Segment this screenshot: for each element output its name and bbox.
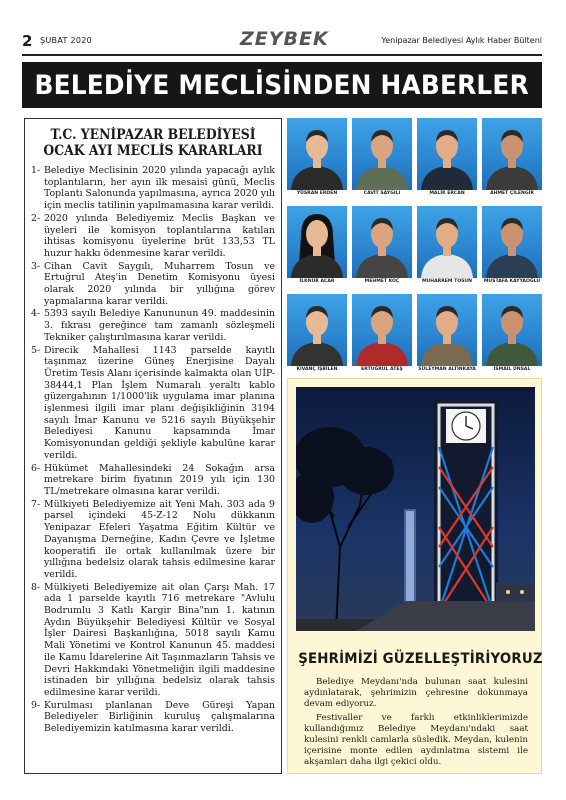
decision-text: 5393 sayılı Belediye Kanununun 49. maddesinin 3. fıkrası gereğince tam zamanlı sözleşmeli Tekniker çalıştırılmasına karar verildi. — [44, 308, 275, 343]
council-member-card — [352, 294, 412, 377]
member-name: MEHMET KOÇ — [364, 279, 400, 284]
decision-number: 8- — [31, 581, 41, 593]
decision-text: Cihan Cavit Saygılı, Muharrem Tosun ve Ertuğrul Ateş'in Denetim Komisyonu üyesi olarak 2020 yılında bir yıllığına görev yapmalarına karar verildi. — [44, 260, 275, 307]
member-portrait — [482, 206, 542, 278]
decision-item — [31, 345, 275, 462]
decision-number: 3- — [31, 260, 41, 272]
feature-paragraph-1: Belediye Meydanı'nda bulunan saat kulesini aydınlatarak, şehrimizin çehresine dokunmaya devam ediyoruz. — [304, 677, 528, 709]
feature-paragraph-2: Festivaller ve farklı etkinliklerimizde kullandığımız Belediye Meydanı'ndaki saat kulesini renkli camlarla süsledik. Meydan, kulenin içerisine monte edilen aydınlatma sistemi ile akşamları daha ilgi çekici oldu. — [304, 713, 528, 767]
decision-text: Mülkiyeti Belediyemize ait olan Çarşı Mah. 17 ada 1 parselde kayıtlı 716 metrekare "Avlulu Bodrumlu 3 Katlı Kargir Bina"nın 1. katının Aydın Büyükşehir Belediyesi Kültür ve Sosyal İşler Dairesi Başkanlığına, 5018 sayılı Kamu Mali Yönetimi ve Kontrol Kanunun 45. maddesi ile Kamu İdarelerine Ait Taşınmazların Tahsis ve Devri Hakkındaki Yönetmeliğin ilgili maddesine istinaden bir yıllığına bedelsiz olarak tahsis edilmesine karar verildi. — [44, 581, 275, 698]
article-title-line1: T.C. YENİPAZAR BELEDİYESİ — [50, 127, 256, 143]
member-portrait — [482, 294, 542, 366]
clock-tower-feature — [287, 378, 542, 774]
member-name: YÜSRAN ERDEN — [296, 191, 338, 196]
council-member-card — [352, 118, 412, 201]
decision-number: 4- — [31, 308, 41, 320]
member-name: AHMET ÇİLENGİR — [490, 191, 534, 196]
decision-item — [31, 700, 275, 735]
council-member-card — [352, 206, 412, 289]
member-name: MUHARREM TOSUN — [421, 279, 472, 284]
decision-number: 2- — [31, 212, 41, 224]
feature-title: ŞEHRİMİZİ GÜZELLEŞTİRİYORUZ — [298, 651, 543, 667]
decision-item — [31, 261, 275, 308]
decision-list — [31, 165, 275, 735]
member-name: MALİK ERCAN — [429, 191, 465, 196]
council-member-photos — [287, 118, 542, 373]
section-banner — [22, 62, 542, 108]
decision-text: Kurulması planlanan Deve Güreşi Yapan Belediyeler Birliğinin kuruluş çalışmalarına Belediyemizin katılmasına karar verildi. — [44, 699, 275, 735]
decision-item — [31, 308, 275, 343]
member-name: İLKNUR ACAR — [299, 279, 335, 284]
member-portrait — [417, 206, 477, 278]
member-name: ERTUĞRUL ATEŞ — [361, 367, 403, 372]
newsletter-logo: ZEYBEK — [240, 28, 329, 50]
decision-text: Belediye Meclisinin 2020 yılında yapacağı aylık toplantıların, her ayın ilk mesaisi günü, Meclis Toplantı Salonunda yapılmasına, ayrıca 2020 yılı için meclis tatilinin yapılmamasına karar verildi. — [44, 165, 275, 212]
decision-number: 9- — [31, 699, 41, 711]
page-header — [22, 28, 542, 56]
council-decisions-article — [24, 118, 282, 774]
council-member-card — [287, 294, 347, 377]
council-member-card — [287, 118, 347, 201]
decision-item — [31, 582, 275, 699]
decision-item — [31, 463, 275, 498]
member-name: KIVANÇ İŞBİLEN — [296, 367, 338, 372]
decision-number: 1- — [31, 165, 41, 176]
issue-date: ŞUBAT 2020 — [40, 36, 93, 45]
council-member-card — [417, 294, 477, 377]
member-name: MUSTAFA KAYYAOĞLU — [483, 279, 541, 284]
decision-text: Hükümet Mahallesindeki 24 Sokağın arsa metrekare birim fiyatının 2019 yılı için 130 TL/metrekare olmasına karar verildi. — [44, 462, 275, 497]
newsletter-subtitle: Yenipazar Belediyesi Aylık Haber Bülteni — [381, 36, 542, 45]
council-member-card — [417, 118, 477, 201]
decision-item — [31, 165, 275, 212]
decision-item — [31, 213, 275, 260]
decision-item — [31, 499, 275, 581]
decision-number: 7- — [31, 498, 41, 510]
council-member-card — [482, 294, 542, 377]
council-member-card — [482, 206, 542, 289]
page-number: 2 — [22, 32, 33, 50]
decision-text: Direcik Mahallesi 1143 parselde kayıtlı taşınmaz üzerine Güneş Enerjisine Dayalı Üretim Tesis Alanı içerisinde kalmakta olan UİP-38444,1 Plan İşlem Numaralı yeraltı kablo güzergahının 1/1000'lik uygulama imar planına işlenmesi ilgili imar planı değişikliğinin 3194 sayılı İmar Kanunu ve 5216 sayılı Büyükşehir Belediyesi Kanunu kapsamında İmar Komisyonundan geldiği şekliyle kabulüne karar verildi. — [44, 344, 275, 461]
member-portrait — [287, 294, 347, 366]
member-portrait — [417, 118, 477, 190]
member-name: CAVİT SAYGILI — [363, 191, 401, 196]
member-portrait — [417, 294, 477, 366]
clock-tower-photo — [296, 387, 535, 631]
article-title-line2: OCAK AYI MECLİS KARARLARI — [43, 143, 263, 159]
council-member-card — [287, 206, 347, 289]
member-name: İSMAİL ÜNSAL — [493, 367, 531, 372]
member-portrait — [287, 206, 347, 278]
member-portrait — [482, 118, 542, 190]
member-portrait — [352, 294, 412, 366]
member-portrait — [287, 118, 347, 190]
clock-tower-illustration — [296, 387, 535, 631]
council-member-card — [417, 206, 477, 289]
decision-number: 6- — [31, 462, 41, 474]
decision-text: 2020 yılında Belediyemiz Meclis Başkan ve üyeleri ile komisyon toplantılarına katılan ihtisas komisyonu üyelerine brüt 133,53 TL huzur hakkı ödenmesine karar verildi. — [44, 212, 275, 259]
section-title: BELEDİYE MECLİSİNDEN HABERLER — [34, 69, 530, 101]
member-name: SÜLEYMAN ALTINKAYA — [418, 367, 476, 372]
member-portrait — [352, 206, 412, 278]
decision-text: Mülkiyeti Belediyemize ait Yeni Mah. 303 ada 9 parsel içindeki 45-Z-12 Nolu dükkanın Yenipazar Efeleri Yaşatma Eğitim Kültür ve Dayanışma Derneğine, Kadın Çevre ve İşletme kooperatifi ile ortak kullanılmak üzere bir yıllığına bedelsiz olarak tahsis edilmesine karar verildi. — [44, 498, 275, 580]
decision-number: 5- — [31, 344, 41, 356]
council-member-card — [482, 118, 542, 201]
member-portrait — [352, 118, 412, 190]
